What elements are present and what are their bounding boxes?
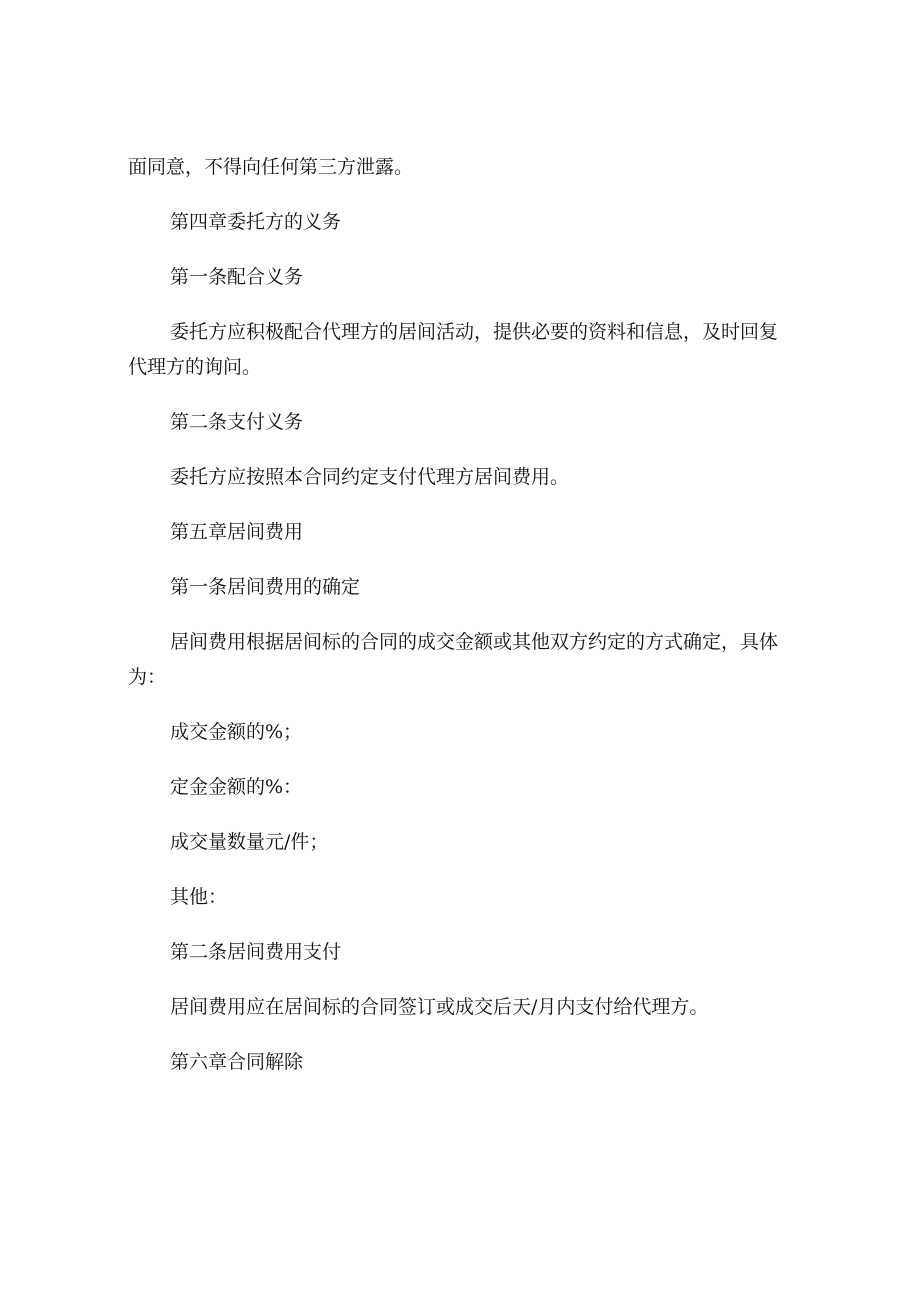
chapter-heading: 第五章居间费用 <box>170 521 304 543</box>
paragraph: 委托方应积极配合代理方的居间活动，提供必要的资料和信息，及时回复代理方的询问。 <box>128 321 779 378</box>
article-heading: 第一条配合义务 <box>170 266 304 288</box>
list-item: 定金金额的%： <box>170 776 303 798</box>
paragraph: 居间费用根据居间标的合同的成交金额或其他双方约定的方式确定，具体为： <box>128 631 779 688</box>
chapter-heading: 第六章合同解除 <box>170 1051 304 1073</box>
list-item: 其他： <box>170 886 228 908</box>
chapter-heading: 第四章委托方的义务 <box>170 211 342 233</box>
list-item: 成交金额的%； <box>170 721 303 743</box>
article-heading: 第二条居间费用支付 <box>170 941 342 963</box>
article-heading: 第一条居间费用的确定 <box>170 576 361 598</box>
paragraph: 居间费用应在居间标的合同签订或成交后天/月内支付给代理方。 <box>170 996 709 1018</box>
list-item: 成交量数量元/件； <box>170 831 329 853</box>
article-heading: 第二条支付义务 <box>170 411 304 433</box>
document-body <box>128 150 788 1080</box>
paragraph: 委托方应按照本合同约定支付代理方居间费用。 <box>170 466 570 488</box>
paragraph: 面同意，不得向任何第三方泄露。 <box>128 156 414 178</box>
